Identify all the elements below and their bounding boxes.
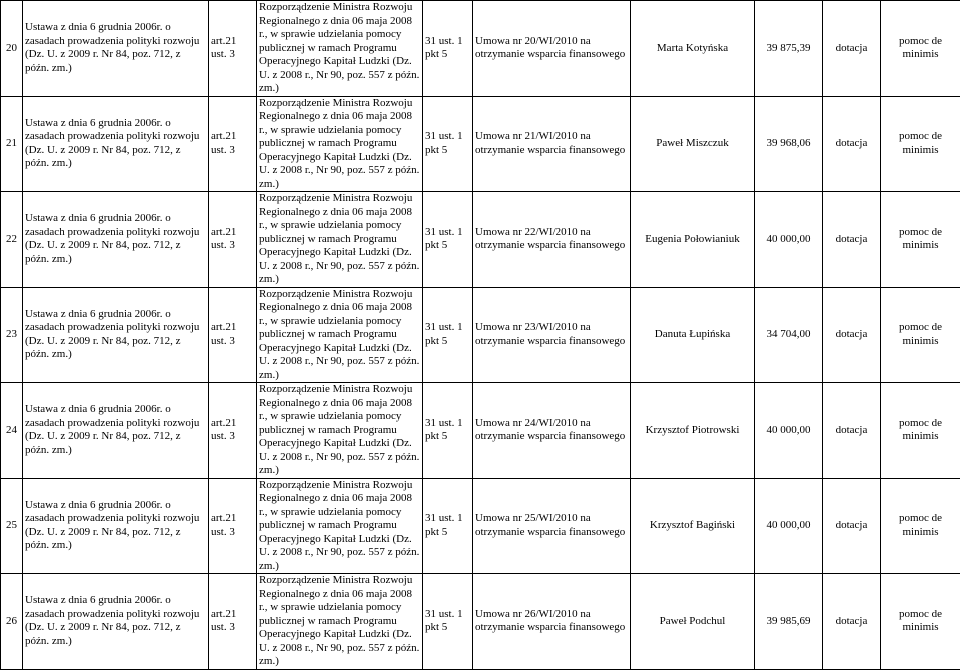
paragraph-cell: 31 ust. 1 pkt 5 [423, 192, 473, 288]
aid-form-cell: dotacja [823, 574, 881, 670]
regulation-cell: Rozporządzenie Ministra Rozwoju Regionalnego z dnia 06 maja 2008 r., w sprawie udzielania pomocy publicznej w ramach Programu Operacyjnego Kapitał Ludzki (Dz. U. z 2008 r., Nr 90, poz. 557 z późn. zm.) [257, 1, 423, 97]
agreement-cell: Umowa nr 22/WI/2010 na otrzymanie wsparcia finansowego [473, 192, 631, 288]
paragraph-cell: 31 ust. 1 pkt 5 [423, 287, 473, 383]
row-number: 25 [1, 478, 23, 574]
agreement-cell: Umowa nr 25/WI/2010 na otrzymanie wsparcia finansowego [473, 478, 631, 574]
paragraph-cell: 31 ust. 1 pkt 5 [423, 1, 473, 97]
aid-type-cell: pomoc de minimis [881, 1, 960, 97]
article-cell: art.21 ust. 3 [209, 383, 257, 479]
table-row [1, 574, 960, 670]
table-row [1, 287, 960, 383]
table-row [1, 478, 960, 574]
regulation-cell: Rozporządzenie Ministra Rozwoju Regionalnego z dnia 06 maja 2008 r., w sprawie udzielania pomocy publicznej w ramach Programu Operacyjnego Kapitał Ludzki (Dz. U. z 2008 r., Nr 90, poz. 557 z późn. zm.) [257, 287, 423, 383]
article-cell: art.21 ust. 3 [209, 96, 257, 192]
paragraph-cell: 31 ust. 1 pkt 5 [423, 574, 473, 670]
table-row [1, 96, 960, 192]
amount-cell: 34 704,00 [755, 287, 823, 383]
paragraph-cell: 31 ust. 1 pkt 5 [423, 478, 473, 574]
amount-cell: 40 000,00 [755, 383, 823, 479]
regulation-cell: Rozporządzenie Ministra Rozwoju Regionalnego z dnia 06 maja 2008 r., w sprawie udzielania pomocy publicznej w ramach Programu Operacyjnego Kapitał Ludzki (Dz. U. z 2008 r., Nr 90, poz. 557 z późn. zm.) [257, 478, 423, 574]
article-cell: art.21 ust. 3 [209, 1, 257, 97]
regulation-cell: Rozporządzenie Ministra Rozwoju Regionalnego z dnia 06 maja 2008 r., w sprawie udzielania pomocy publicznej w ramach Programu Operacyjnego Kapitał Ludzki (Dz. U. z 2008 r., Nr 90, poz. 557 z późn. zm.) [257, 383, 423, 479]
article-cell: art.21 ust. 3 [209, 287, 257, 383]
legal-act-cell: Ustawa z dnia 6 grudnia 2006r. o zasadach prowadzenia polityki rozwoju (Dz. U. z 2009 r. Nr 84, poz. 712, z późn. zm.) [23, 287, 209, 383]
aid-type-cell: pomoc de minimis [881, 383, 960, 479]
paragraph-cell: 31 ust. 1 pkt 5 [423, 96, 473, 192]
article-cell: art.21 ust. 3 [209, 574, 257, 670]
aid-form-cell: dotacja [823, 383, 881, 479]
article-cell: art.21 ust. 3 [209, 192, 257, 288]
row-number: 24 [1, 383, 23, 479]
legal-act-cell: Ustawa z dnia 6 grudnia 2006r. o zasadach prowadzenia polityki rozwoju (Dz. U. z 2009 r. Nr 84, poz. 712, z późn. zm.) [23, 478, 209, 574]
agreement-cell: Umowa nr 20/WI/2010 na otrzymanie wsparcia finansowego [473, 1, 631, 97]
legal-act-cell: Ustawa z dnia 6 grudnia 2006r. o zasadach prowadzenia polityki rozwoju (Dz. U. z 2009 r. Nr 84, poz. 712, z późn. zm.) [23, 96, 209, 192]
aid-type-cell: pomoc de minimis [881, 574, 960, 670]
aid-form-cell: dotacja [823, 96, 881, 192]
aid-form-cell: dotacja [823, 478, 881, 574]
aid-type-cell: pomoc de minimis [881, 287, 960, 383]
beneficiary-cell: Paweł Podchul [631, 574, 755, 670]
legal-act-cell: Ustawa z dnia 6 grudnia 2006r. o zasadach prowadzenia polityki rozwoju (Dz. U. z 2009 r. Nr 84, poz. 712, z późn. zm.) [23, 574, 209, 670]
row-number: 20 [1, 1, 23, 97]
aid-form-cell: dotacja [823, 1, 881, 97]
legal-act-cell: Ustawa z dnia 6 grudnia 2006r. o zasadach prowadzenia polityki rozwoju (Dz. U. z 2009 r. Nr 84, poz. 712, z późn. zm.) [23, 383, 209, 479]
beneficiary-cell: Paweł Miszczuk [631, 96, 755, 192]
row-number: 23 [1, 287, 23, 383]
regulation-cell: Rozporządzenie Ministra Rozwoju Regionalnego z dnia 06 maja 2008 r., w sprawie udzielania pomocy publicznej w ramach Programu Operacyjnego Kapitał Ludzki (Dz. U. z 2008 r., Nr 90, poz. 557 z późn. zm.) [257, 192, 423, 288]
paragraph-cell: 31 ust. 1 pkt 5 [423, 383, 473, 479]
beneficiary-cell: Krzysztof Bagiński [631, 478, 755, 574]
table-row [1, 383, 960, 479]
legal-act-cell: Ustawa z dnia 6 grudnia 2006r. o zasadach prowadzenia polityki rozwoju (Dz. U. z 2009 r. Nr 84, poz. 712, z późn. zm.) [23, 192, 209, 288]
aid-form-cell: dotacja [823, 192, 881, 288]
row-number: 22 [1, 192, 23, 288]
aid-type-cell: pomoc de minimis [881, 192, 960, 288]
aid-type-cell: pomoc de minimis [881, 478, 960, 574]
aid-type-cell: pomoc de minimis [881, 96, 960, 192]
amount-cell: 40 000,00 [755, 478, 823, 574]
beneficiary-cell: Eugenia Połowianiuk [631, 192, 755, 288]
agreement-cell: Umowa nr 23/WI/2010 na otrzymanie wsparcia finansowego [473, 287, 631, 383]
row-number: 21 [1, 96, 23, 192]
article-cell: art.21 ust. 3 [209, 478, 257, 574]
agreement-cell: Umowa nr 24/WI/2010 na otrzymanie wsparcia finansowego [473, 383, 631, 479]
beneficiary-cell: Marta Kotyńska [631, 1, 755, 97]
row-number: 26 [1, 574, 23, 670]
agreement-cell: Umowa nr 21/WI/2010 na otrzymanie wsparcia finansowego [473, 96, 631, 192]
table-body [1, 1, 960, 670]
regulation-cell: Rozporządzenie Ministra Rozwoju Regionalnego z dnia 06 maja 2008 r., w sprawie udzielania pomocy publicznej w ramach Programu Operacyjnego Kapitał Ludzki (Dz. U. z 2008 r., Nr 90, poz. 557 z późn. zm.) [257, 574, 423, 670]
amount-cell: 39 968,06 [755, 96, 823, 192]
aid-form-cell: dotacja [823, 287, 881, 383]
agreement-cell: Umowa nr 26/WI/2010 na otrzymanie wsparcia finansowego [473, 574, 631, 670]
amount-cell: 39 875,39 [755, 1, 823, 97]
beneficiary-cell: Krzysztof Piotrowski [631, 383, 755, 479]
regulation-cell: Rozporządzenie Ministra Rozwoju Regionalnego z dnia 06 maja 2008 r., w sprawie udzielania pomocy publicznej w ramach Programu Operacyjnego Kapitał Ludzki (Dz. U. z 2008 r., Nr 90, poz. 557 z późn. zm.) [257, 96, 423, 192]
amount-cell: 39 985,69 [755, 574, 823, 670]
beneficiary-cell: Danuta Łupińska [631, 287, 755, 383]
amount-cell: 40 000,00 [755, 192, 823, 288]
table-row [1, 192, 960, 288]
table-row [1, 1, 960, 97]
legal-act-cell: Ustawa z dnia 6 grudnia 2006r. o zasadach prowadzenia polityki rozwoju (Dz. U. z 2009 r. Nr 84, poz. 712, z późn. zm.) [23, 1, 209, 97]
